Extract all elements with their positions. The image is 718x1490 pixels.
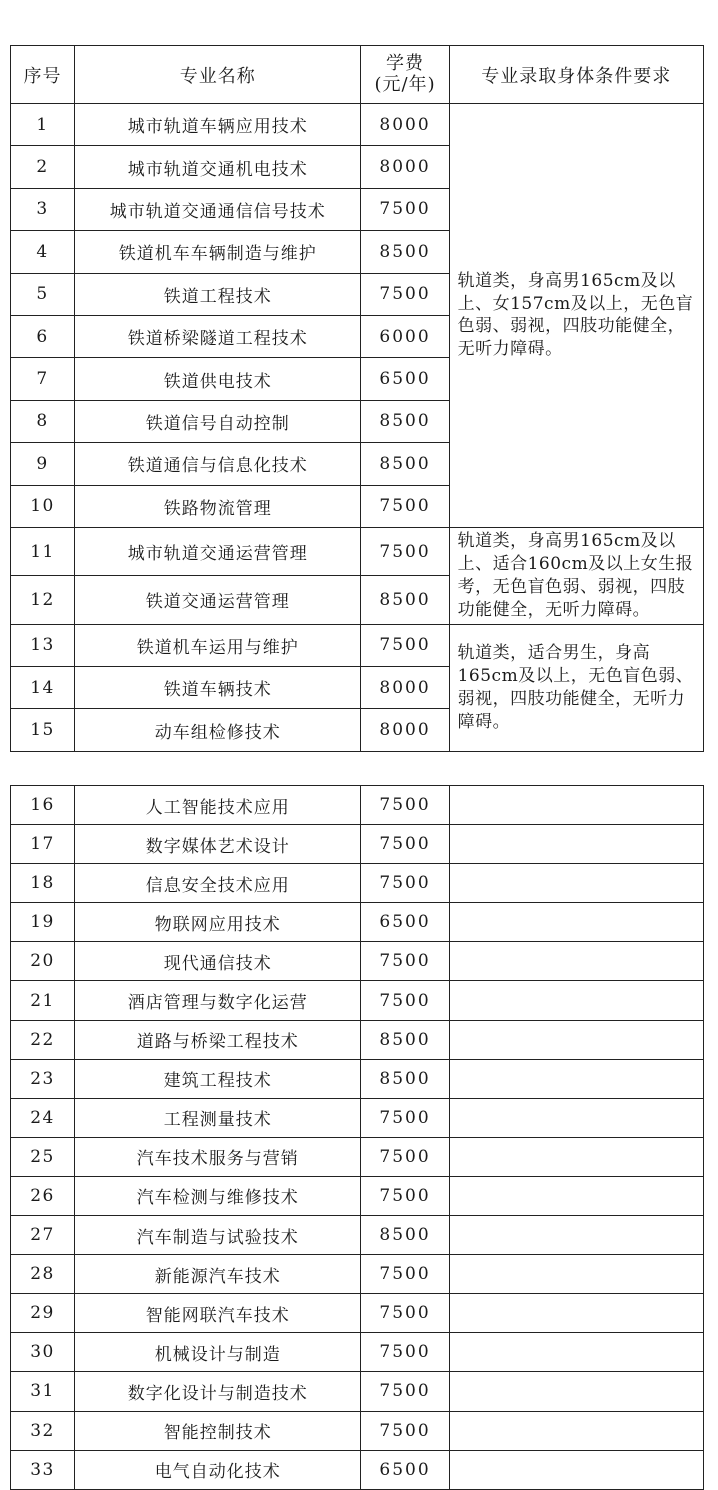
header-requirement: 专业录取身体条件要求 xyxy=(449,46,703,104)
row-requirement-empty xyxy=(449,1450,703,1489)
row-index: 27 xyxy=(11,1216,75,1255)
row-major-name: 铁道机车运用与维护 xyxy=(75,624,361,666)
row-requirement-empty xyxy=(449,942,703,981)
table-row xyxy=(11,1372,704,1411)
row-fee: 7500 xyxy=(361,786,449,825)
table-row xyxy=(11,1411,704,1450)
row-fee: 8500 xyxy=(361,1059,449,1098)
row-major-name: 物联网应用技术 xyxy=(75,903,361,942)
row-major-name: 智能网联汽车技术 xyxy=(75,1294,361,1333)
row-major-name: 动车组检修技术 xyxy=(75,709,361,751)
row-index: 7 xyxy=(11,358,75,400)
row-major-name: 电气自动化技术 xyxy=(75,1450,361,1489)
row-index: 28 xyxy=(11,1255,75,1294)
row-major-name: 汽车检测与维修技术 xyxy=(75,1176,361,1215)
row-major-name: 新能源汽车技术 xyxy=(75,1255,361,1294)
row-index: 32 xyxy=(11,1411,75,1450)
row-fee: 7500 xyxy=(361,188,449,230)
row-fee: 8500 xyxy=(361,576,449,624)
requirement-group1: 轨道类，身高男165cm及以上、女157cm及以上，无色盲色弱、弱视，四肢功能健全，无听力障碍。 xyxy=(449,104,703,528)
table-row xyxy=(11,903,704,942)
row-fee: 8500 xyxy=(361,443,449,485)
row-fee: 7500 xyxy=(361,1137,449,1176)
row-major-name: 城市轨道交通机电技术 xyxy=(75,146,361,188)
table-row xyxy=(11,1098,704,1137)
table-row xyxy=(11,1059,704,1098)
row-fee: 7500 xyxy=(361,1333,449,1372)
row-major-name: 信息安全技术应用 xyxy=(75,864,361,903)
row-fee: 7500 xyxy=(361,864,449,903)
row-major-name: 建筑工程技术 xyxy=(75,1059,361,1098)
table-row xyxy=(11,942,704,981)
row-requirement-empty xyxy=(449,864,703,903)
row-major-name: 道路与桥梁工程技术 xyxy=(75,1020,361,1059)
row-major-name: 汽车技术服务与营销 xyxy=(75,1137,361,1176)
row-major-name: 铁道信号自动控制 xyxy=(75,400,361,442)
requirement-group2: 轨道类，身高男165cm及以上、适合160cm及以上女生报考，无色盲色弱、弱视，四肢功能健全，无听力障碍。 xyxy=(449,527,703,624)
row-fee: 8000 xyxy=(361,104,449,146)
row-major-name: 铁道交通运营管理 xyxy=(75,576,361,624)
row-index: 21 xyxy=(11,981,75,1020)
row-requirement-empty xyxy=(449,1294,703,1333)
row-requirement-empty xyxy=(449,1411,703,1450)
row-index: 30 xyxy=(11,1333,75,1372)
table-row xyxy=(11,1137,704,1176)
header-index: 序号 xyxy=(11,46,75,104)
row-index: 10 xyxy=(11,485,75,527)
row-index: 2 xyxy=(11,146,75,188)
row-index: 23 xyxy=(11,1059,75,1098)
header-fee-line2: (元/年) xyxy=(374,73,436,95)
row-requirement-empty xyxy=(449,1216,703,1255)
row-major-name: 汽车制造与试验技术 xyxy=(75,1216,361,1255)
row-major-name: 人工智能技术应用 xyxy=(75,786,361,825)
row-major-name: 城市轨道交通运营管理 xyxy=(75,527,361,575)
row-index: 20 xyxy=(11,942,75,981)
table-row xyxy=(11,1176,704,1215)
major-table-part1 xyxy=(10,45,704,752)
row-fee: 8000 xyxy=(361,146,449,188)
row-index: 31 xyxy=(11,1372,75,1411)
row-requirement-empty xyxy=(449,1020,703,1059)
row-major-name: 城市轨道交通通信信号技术 xyxy=(75,188,361,230)
row-index: 19 xyxy=(11,903,75,942)
row-major-name: 铁道供电技术 xyxy=(75,358,361,400)
row-index: 26 xyxy=(11,1176,75,1215)
row-index: 4 xyxy=(11,231,75,273)
row-requirement-empty xyxy=(449,981,703,1020)
row-index: 22 xyxy=(11,1020,75,1059)
header-fee-line1: 学费 xyxy=(386,52,425,74)
row-fee: 7500 xyxy=(361,1372,449,1411)
row-requirement-empty xyxy=(449,825,703,864)
table-row xyxy=(11,624,704,666)
row-index: 24 xyxy=(11,1098,75,1137)
row-index: 16 xyxy=(11,786,75,825)
row-requirement-empty xyxy=(449,1255,703,1294)
table-row xyxy=(11,1020,704,1059)
table-row xyxy=(11,1216,704,1255)
row-major-name: 机械设计与制造 xyxy=(75,1333,361,1372)
row-index: 18 xyxy=(11,864,75,903)
table-row xyxy=(11,825,704,864)
table-row xyxy=(11,1450,704,1489)
table-row xyxy=(11,864,704,903)
table-row xyxy=(11,527,704,575)
row-index: 29 xyxy=(11,1294,75,1333)
row-index: 12 xyxy=(11,576,75,624)
row-index: 13 xyxy=(11,624,75,666)
row-requirement-empty xyxy=(449,1176,703,1215)
row-fee: 7500 xyxy=(361,624,449,666)
row-fee: 6500 xyxy=(361,358,449,400)
row-fee: 8500 xyxy=(361,1020,449,1059)
row-fee: 7500 xyxy=(361,1411,449,1450)
major-table-part2 xyxy=(10,785,704,1490)
row-major-name: 智能控制技术 xyxy=(75,1411,361,1450)
row-requirement-empty xyxy=(449,1137,703,1176)
row-fee: 7500 xyxy=(361,485,449,527)
row-requirement-empty xyxy=(449,903,703,942)
row-index: 3 xyxy=(11,188,75,230)
row-requirement-empty xyxy=(449,1333,703,1372)
row-fee: 6000 xyxy=(361,315,449,357)
row-requirement-empty xyxy=(449,1098,703,1137)
row-index: 1 xyxy=(11,104,75,146)
row-fee: 8500 xyxy=(361,231,449,273)
row-index: 9 xyxy=(11,443,75,485)
row-requirement-empty xyxy=(449,786,703,825)
row-major-name: 城市轨道车辆应用技术 xyxy=(75,104,361,146)
row-major-name: 铁道工程技术 xyxy=(75,273,361,315)
requirement-group3: 轨道类，适合男生，身高165cm及以上，无色盲色弱、弱视，四肢功能健全，无听力障碍。 xyxy=(449,624,703,751)
row-requirement-empty xyxy=(449,1059,703,1098)
row-major-name: 铁道车辆技术 xyxy=(75,667,361,709)
row-major-name: 铁路物流管理 xyxy=(75,485,361,527)
row-index: 11 xyxy=(11,527,75,575)
table-row xyxy=(11,104,704,146)
row-fee: 8500 xyxy=(361,400,449,442)
row-index: 17 xyxy=(11,825,75,864)
row-fee: 7500 xyxy=(361,981,449,1020)
table-row xyxy=(11,1294,704,1333)
row-index: 8 xyxy=(11,400,75,442)
row-major-name: 铁道机车车辆制造与维护 xyxy=(75,231,361,273)
row-fee: 7500 xyxy=(361,1255,449,1294)
table-row xyxy=(11,981,704,1020)
row-major-name: 现代通信技术 xyxy=(75,942,361,981)
table-row xyxy=(11,1333,704,1372)
row-major-name: 数字媒体艺术设计 xyxy=(75,825,361,864)
row-requirement-empty xyxy=(449,1372,703,1411)
row-fee: 7500 xyxy=(361,1098,449,1137)
header-name: 专业名称 xyxy=(75,46,361,104)
row-major-name: 铁道桥梁隧道工程技术 xyxy=(75,315,361,357)
header-row xyxy=(11,46,704,104)
row-major-name: 铁道通信与信息化技术 xyxy=(75,443,361,485)
row-major-name: 酒店管理与数字化运营 xyxy=(75,981,361,1020)
row-index: 25 xyxy=(11,1137,75,1176)
row-major-name: 数字化设计与制造技术 xyxy=(75,1372,361,1411)
row-index: 6 xyxy=(11,315,75,357)
row-fee: 6500 xyxy=(361,1450,449,1489)
row-fee: 7500 xyxy=(361,942,449,981)
table-row xyxy=(11,1255,704,1294)
row-fee: 6500 xyxy=(361,903,449,942)
row-fee: 7500 xyxy=(361,825,449,864)
row-fee: 7500 xyxy=(361,273,449,315)
row-index: 15 xyxy=(11,709,75,751)
table-row xyxy=(11,786,704,825)
row-fee: 8500 xyxy=(361,1216,449,1255)
row-fee: 8000 xyxy=(361,667,449,709)
row-fee: 8000 xyxy=(361,709,449,751)
row-fee: 7500 xyxy=(361,527,449,575)
row-fee: 7500 xyxy=(361,1294,449,1333)
row-index: 14 xyxy=(11,667,75,709)
row-major-name: 工程测量技术 xyxy=(75,1098,361,1137)
row-fee: 7500 xyxy=(361,1176,449,1215)
row-index: 33 xyxy=(11,1450,75,1489)
row-index: 5 xyxy=(11,273,75,315)
header-fee xyxy=(361,46,449,104)
